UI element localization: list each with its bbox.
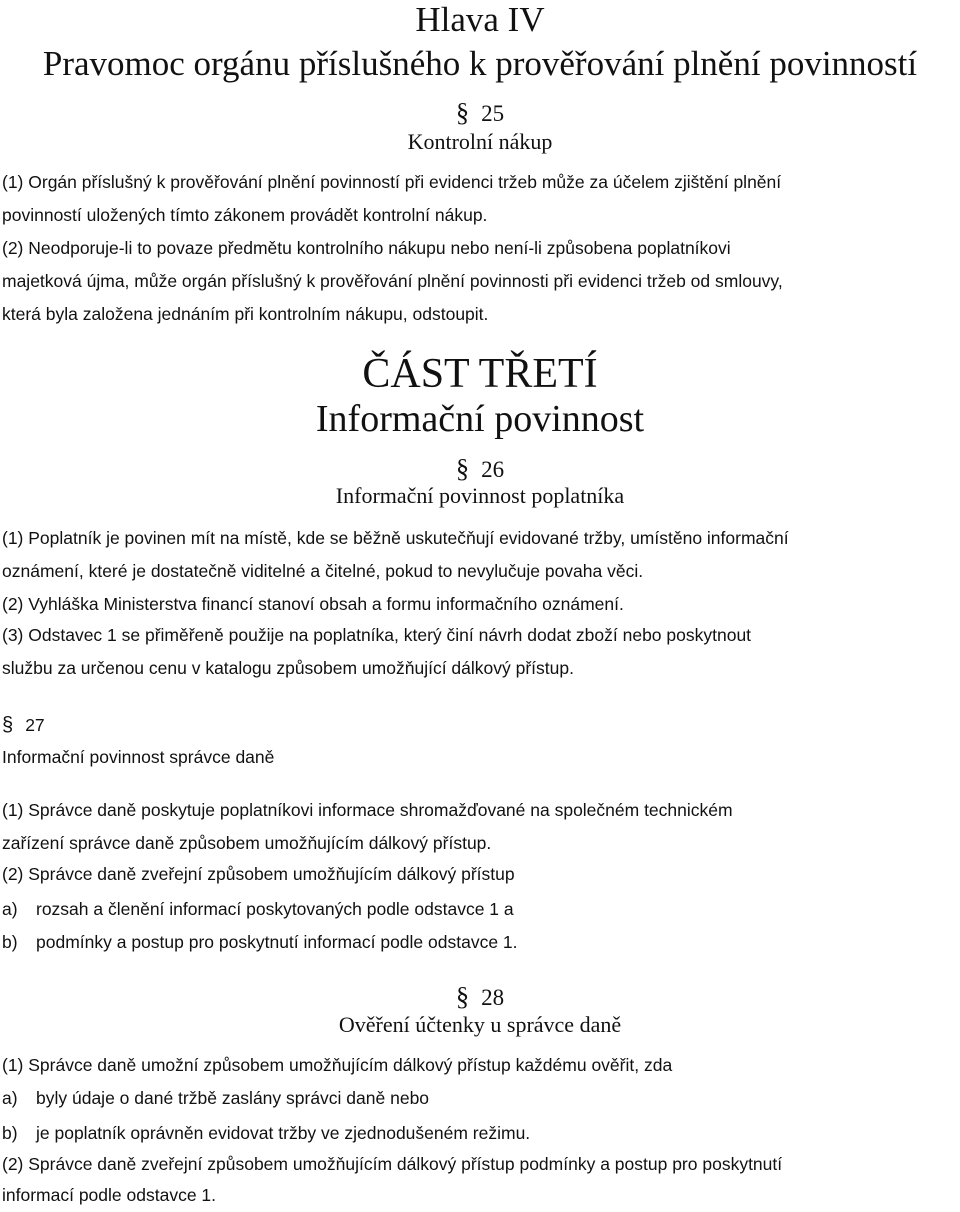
sec27-list-item-a: a) rozsah a členění informací poskytovaných podle odstavce 1 a <box>2 894 514 924</box>
list-marker: b) <box>2 1123 18 1143</box>
section-28-number: § 28 <box>455 981 505 1011</box>
sec27-list-item-b: b) podmínky a postup pro poskytnutí informací podle odstavce 1. <box>2 927 518 957</box>
section-27-number: § 27 <box>2 714 45 736</box>
sec28-list-item-a: a) byly údaje o dané tržbě zaslány správci daně nebo <box>2 1083 429 1113</box>
chapter-title: Pravomoc orgánu příslušného k prověřování plnění povinností <box>42 44 918 83</box>
list-marker: a) <box>2 1088 18 1108</box>
section-26-title: Informační povinnost poplatníka <box>335 483 625 508</box>
section-26-number: § 26 <box>455 453 505 483</box>
section-sign: § <box>455 453 470 483</box>
part-heading: ČÁST TŘETÍ <box>362 351 598 397</box>
section-28-title: Ověření účtenky u správce daně <box>338 1012 622 1037</box>
sec26-p1-line2: oznámení, které je dostatečně viditelné a čitelné, pokud to nevylučuje povaha věci. <box>2 561 644 581</box>
sec25-p1-line2: povinností uložených tímto zákonem provádět kontrolní nákup. <box>2 205 488 225</box>
sec25-p2-line3: která byla založena jednáním při kontrolním nákupu, odstoupit. <box>2 304 489 324</box>
section-25-number: § 25 <box>455 97 505 127</box>
sec25-p1-line1: (1) Orgán příslušný k prověřování plnění povinností při evidenci tržeb může za účelem zjištění plnění <box>2 172 782 192</box>
section-sign: § <box>2 714 14 736</box>
section-sign: § <box>455 981 470 1011</box>
list-marker: b) <box>2 932 18 952</box>
sec27-p1-line2: zařízení správce daně způsobem umožňujícím dálkový přístup. <box>2 833 492 853</box>
sec25-p2-line2: majetková újma, může orgán příslušný k prověřování plnění povinnosti při evidenci tržeb od smlouvy, <box>2 271 783 291</box>
sec26-p3-line1: (3) Odstavec 1 se přiměřeně použije na poplatníka, který činí návrh dodat zboží nebo poskytnout <box>2 625 752 645</box>
sec28-list-item-b: b) je poplatník oprávněn evidovat tržby ve zjednodušeném režimu. <box>2 1118 530 1148</box>
part-title: Informační povinnost <box>315 398 645 440</box>
section-27-title: Informační povinnost správce daně <box>2 747 275 767</box>
sec26-p1-line1: (1) Poplatník je povinen mít na místě, kde se běžně uskutečňují evidované tržby, umístěno informační <box>2 528 789 548</box>
sec26-p2-line1: (2) Vyhláška Ministerstva financí stanoví obsah a formu informačního oznámení. <box>2 594 624 614</box>
list-marker: a) <box>2 899 18 919</box>
sec27-p2-line1: (2) Správce daně zveřejní způsobem umožňujícím dálkový přístup <box>2 864 515 884</box>
sec28-p2-line1: (2) Správce daně zveřejní způsobem umožňujícím dálkový přístup podmínky a postup pro poskytnutí <box>2 1154 783 1174</box>
section-sign: § <box>455 97 470 127</box>
sec25-p2-line1: (2) Neodporuje-li to povaze předmětu kontrolního nákupu nebo není-li způsobena poplatníkovi <box>2 238 731 258</box>
sec27-p1-line1: (1) Správce daně poskytuje poplatníkovi informace shromažďované na společném technickém <box>2 800 733 820</box>
sec28-p1-line1: (1) Správce daně umožní způsobem umožňujícím dálkový přístup každému ověřit, zda <box>2 1055 673 1075</box>
sec26-p3-line2: službu za určenou cenu v katalogu způsobem umožňující dálkový přístup. <box>2 658 574 678</box>
chapter-heading: Hlava IV <box>415 0 545 39</box>
section-25-title: Kontrolní nákup <box>407 129 553 154</box>
sec28-p2-line2: informací podle odstavce 1. <box>2 1185 217 1205</box>
